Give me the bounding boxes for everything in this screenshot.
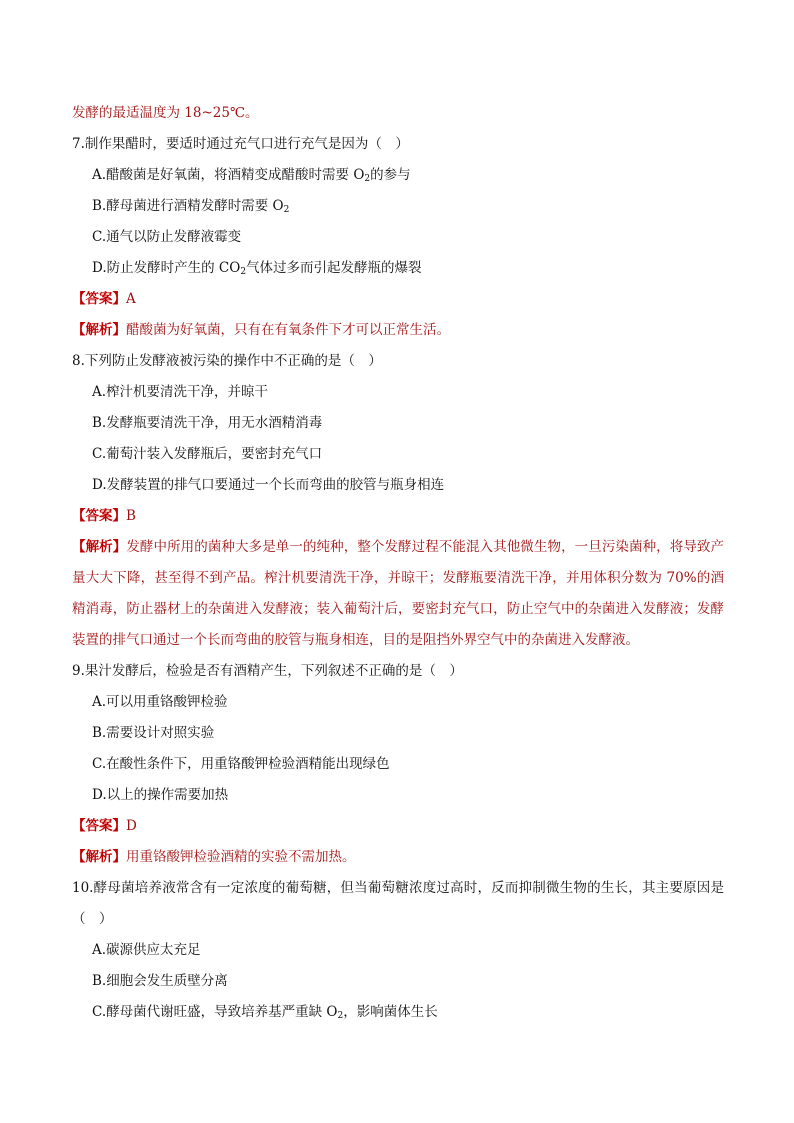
q10-option-b: B.细胞会发生质壁分离 xyxy=(92,973,228,989)
q7-option-c: C.通气以防止发酵液霉变 xyxy=(92,229,242,245)
intro-text: 发酵的最适温度为 18~25℃。 xyxy=(72,105,259,121)
q10-option-c: C.酵母菌代谢旺盛，导致培养基严重缺 $O_2$，影响菌体生长 xyxy=(92,1004,438,1021)
answer-tag: 【答案】 xyxy=(72,508,126,524)
answer-tag: 【答案】 xyxy=(72,818,126,834)
q10-option-a: A.碳源供应太充足 xyxy=(92,942,201,958)
q7-answer: 【答案】A xyxy=(72,291,136,307)
analysis-tag: 【解析】 xyxy=(72,322,126,338)
q10-stem: 10.酵母菌培养液常含有一定浓度的葡萄糖，但当葡萄糖浓度过高时，反而抑制微生物的生长，其主要原因是（ ） xyxy=(72,880,724,927)
q8-analysis: 【解析】发酵中所用的菌种大多是单一的纯种，整个发酵过程不能混入其他微生物，一旦污染菌种，将导致产量大大下降，甚至得不到产品。榨汁机要清洗干净，并晾干；发酵瓶要清洗干净，并用体积分数为 70%的酒精消毒，防止器材上的杂菌进入发酵液；装入葡萄汁后，要密封充气口，防止空气中的杂菌进入发酵液；发酵装置的排气口通过一个长而弯曲的胶管与瓶身相连，目的是阻挡外界空气中的杂菌进入发酵液。 xyxy=(72,539,725,648)
q8-stem: 8.下列防止发酵液被污染的操作中不正确的是（ ） xyxy=(72,353,382,369)
q7-option-a: A.醋酸菌是好氧菌，将酒精变成醋酸时需要 $O_2$的参与 xyxy=(92,167,411,184)
answer-tag: 【答案】 xyxy=(72,291,126,307)
analysis-tag: 【解析】 xyxy=(72,849,126,865)
q8-answer: 【答案】B xyxy=(72,508,136,524)
analysis-tag: 【解析】 xyxy=(72,539,127,555)
q9-option-d: D.以上的操作需要加热 xyxy=(92,787,229,803)
q7-option-b: B.酵母菌进行酒精发酵时需要 $O_2$ xyxy=(92,198,290,215)
q8-option-a: A.榨汁机要清洗干净，并晾干 xyxy=(92,384,269,400)
q9-option-b: B.需要设计对照实验 xyxy=(92,725,215,741)
q7-option-d: D.防止发酵时产生的 $CO_2$气体过多而引起发酵瓶的爆裂 xyxy=(92,260,422,277)
q8-option-b: B.发酵瓶要清洗干净，用无水酒精消毒 xyxy=(92,415,323,431)
q9-stem: 9.果汁发酵后，检验是否有酒精产生，下列叙述不正确的是（ ） xyxy=(72,663,463,679)
q9-option-a: A.可以用重铬酸钾检验 xyxy=(92,694,228,710)
q9-answer: 【答案】D xyxy=(72,818,137,834)
q9-analysis: 【解析】用重铬酸钾检验酒精的实验不需加热。 xyxy=(72,849,356,865)
q7-analysis: 【解析】醋酸菌为好氧菌，只有在有氧条件下才可以正常生活。 xyxy=(72,322,450,338)
q9-option-c: C.在酸性条件下，用重铬酸钾检验酒精能出现绿色 xyxy=(92,756,390,772)
q7-stem: 7.制作果醋时，要适时通过充气口进行充气是因为（ ） xyxy=(72,136,409,152)
q8-option-c: C.葡萄汁装入发酵瓶后，要密封充气口 xyxy=(92,446,323,462)
q8-option-d: D.发酵装置的排气口要通过一个长而弯曲的胶管与瓶身相连 xyxy=(92,477,445,493)
